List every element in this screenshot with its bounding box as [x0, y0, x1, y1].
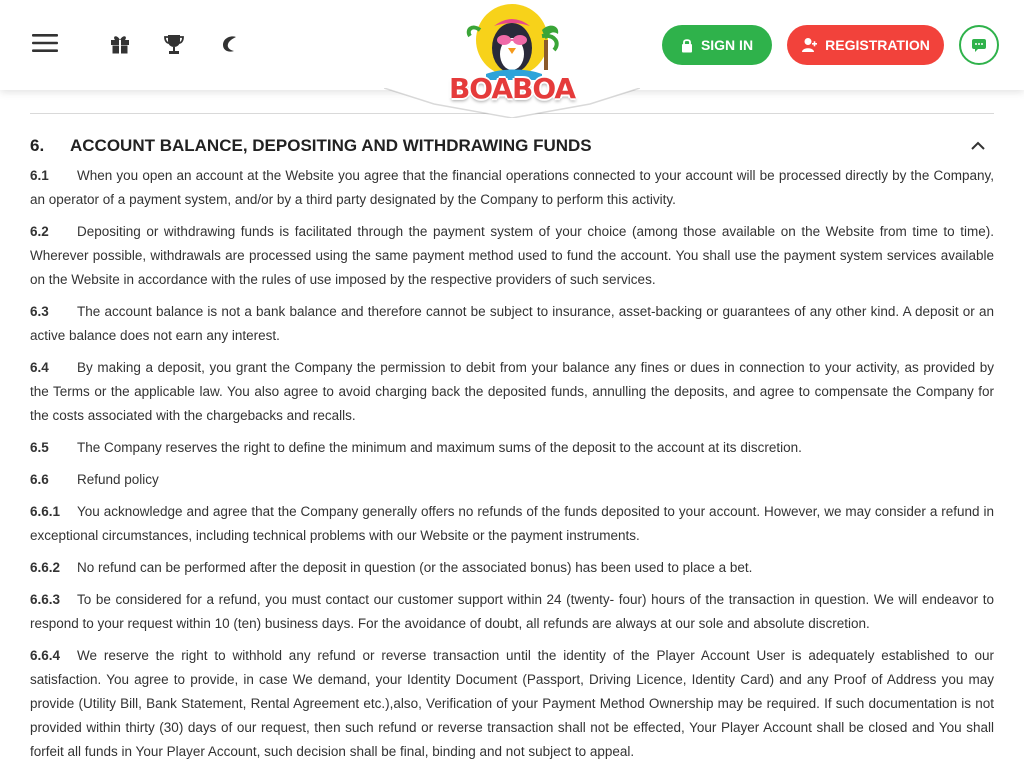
moon-icon — [219, 33, 241, 55]
registration-label: REGISTRATION — [825, 37, 930, 53]
clause-6-6-4: 6.6.4 We reserve the right to withhold any refund or reverse transaction until the identity of the Player Account User is adequately established to our satisfaction. You agree to provide, in case We demand, your Identity Document (Passport, Driving Licence, Identity Card) and any Proof of Address you may provide (Utility Bill, Bank Statement, Rental Agreement etc.),also, Verification of your Payment Method Ownership may be required. If such documentation is not provided within thirty (30) days of our request, then such refund or reverse transaction shall not be effected, Your Player Account shall be closed and You shall forfeit all funds in Your Player Account, such decision shall be final, binding and not subject to appeal. — [30, 648, 994, 759]
clause-6-2: 6.2 Depositing or withdrawing funds is facilitated through the payment system of your choice (among those available on the Website from time to time). Wherever possible, withdrawals are processed using the same payment method used to fund the account. You shall use the payment system services available on the Website in accordance with the rules of use imposed by the respective providers of such services. — [30, 224, 994, 287]
menu-button[interactable] — [30, 30, 60, 56]
chat-icon — [972, 39, 986, 52]
lock-icon — [681, 38, 693, 53]
theme-toggle-button[interactable] — [216, 30, 244, 58]
clause-6-3: 6.3 The account balance is not a bank balance and therefore cannot be subject to insurance, asset-backing or guarantees of any other kind. A deposit or an active balance does not earn any interest. — [30, 304, 994, 343]
sign-in-label: SIGN IN — [700, 37, 754, 53]
chat-button[interactable] — [959, 25, 999, 65]
logo-text: BOABOA — [448, 72, 576, 105]
chevron-up-icon — [970, 141, 986, 151]
terms-content — [30, 90, 994, 764]
clause-6-5: 6.5 The Company reserves the right to define the minimum and maximum sums of the deposit to the account at its discretion. — [30, 440, 802, 455]
registration-button[interactable] — [787, 25, 944, 65]
tournaments-button[interactable] — [160, 30, 188, 58]
clause-6-6-2: 6.6.2 No refund can be performed after the deposit in question (or the associated bonus) has been used to place a bet. — [30, 560, 753, 575]
section-number: 6. — [30, 136, 45, 155]
clause-6-6-3: 6.6.3 To be considered for a refund, you must contact our customer support within 24 (twenty- four) hours of the transaction in question. We will endeavor to respond to your request within 10 (ten) business days. For the avoidance of doubt, all refunds are always at our sole and absolute discretion. — [30, 592, 994, 631]
clause-6-6-1: 6.6.1 You acknowledge and agree that the Company generally offers no refunds of the funds deposited to your account. However, we may consider a refund in exceptional circumstances, including technical problems with our Website or the payment instruments. — [30, 504, 994, 543]
clause-6-4: 6.4 By making a deposit, you grant the Company the permission to debit from your balance any fines or dues in connection to your activity, as provided by the Terms or the applicable law. You also agree to avoid charging back the deposited funds, annulling the deposits, and agree to compensate the Company for the costs associated with the chargebacks and recalls. — [30, 360, 994, 423]
section-title: ACCOUNT BALANCE, DEPOSITING AND WITHDRAWING FUNDS — [70, 136, 592, 155]
clause-6-6: 6.6 Refund policy — [30, 472, 159, 487]
boaboa-logo[interactable] — [446, 0, 578, 110]
section-header[interactable] — [30, 134, 994, 158]
sign-in-button[interactable] — [662, 25, 772, 65]
collapse-button[interactable] — [968, 136, 988, 156]
user-plus-icon — [801, 37, 817, 53]
promotions-button[interactable] — [106, 30, 134, 58]
clause-6-1: 6.1 When you open an account at the Website you agree that the financial operations connected to your account will be processed directly by the Company, an operator of a payment system, and/or by a third party designated by the Company to perform this activity. — [30, 168, 994, 207]
gift-icon — [109, 33, 131, 55]
trophy-icon — [163, 33, 185, 55]
menu-icon — [32, 33, 58, 53]
